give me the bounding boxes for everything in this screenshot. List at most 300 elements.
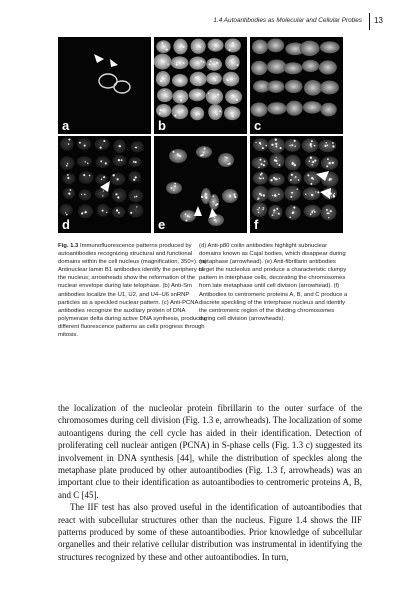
fluorescent-speckle: [327, 158, 329, 160]
fluorescent-speckle: [210, 60, 212, 62]
fluorescent-speckle: [118, 159, 120, 161]
fluorescent-speckle: [166, 96, 167, 97]
caption-label: Fig. 1.3: [58, 243, 79, 249]
cell-nucleus: [128, 189, 143, 202]
fluorescent-speckle: [298, 179, 300, 181]
fluorescent-speckle: [215, 80, 217, 82]
fluorescent-speckle: [326, 165, 328, 167]
fluorescent-speckle: [205, 193, 207, 195]
fluorescent-speckle: [180, 46, 181, 47]
fluorescent-speckle: [270, 179, 272, 181]
cell-nucleus: [268, 205, 282, 220]
fluorescent-speckle: [134, 196, 135, 197]
fluorescent-speckle: [115, 193, 117, 195]
fluorescent-speckle: [262, 209, 263, 210]
cell-nucleus: [286, 101, 303, 116]
fluorescent-speckle: [197, 76, 199, 78]
fluorescent-speckle: [310, 157, 312, 159]
fluorescent-speckle: [136, 206, 137, 207]
cell-nucleus: [288, 171, 302, 184]
fluorescent-speckle: [176, 62, 177, 63]
cell-nucleus: [225, 38, 241, 52]
cell-nucleus: [267, 38, 284, 52]
fluorescent-speckle: [121, 159, 123, 161]
fluorescent-speckle: [67, 174, 69, 176]
fluorescent-speckle: [171, 187, 173, 189]
panel-a-image: [58, 37, 151, 134]
cell-nucleus: [304, 80, 322, 96]
fluorescent-speckle: [187, 215, 189, 217]
fluorescent-speckle: [85, 161, 86, 162]
fluorescent-speckle: [79, 142, 81, 144]
fluorescent-speckle: [203, 152, 204, 153]
fluorescent-speckle: [261, 173, 263, 175]
fluorescent-speckle: [333, 195, 335, 197]
cell-nucleus: [169, 149, 187, 163]
fluorescent-speckle: [230, 59, 232, 61]
fluorescent-speckle: [278, 164, 280, 166]
fluorescent-speckle: [213, 48, 214, 49]
micrograph-image: [250, 136, 343, 233]
fluorescent-speckle: [314, 145, 316, 147]
fluorescent-speckle: [68, 143, 70, 145]
fluorescent-speckle: [293, 163, 295, 165]
fluorescent-speckle: [258, 212, 260, 214]
fluorescent-speckle: [66, 165, 68, 167]
fluorescent-speckle: [135, 176, 137, 178]
fluorescent-speckle: [258, 207, 260, 209]
fluorescent-speckle: [178, 96, 180, 98]
fluorescent-speckle: [101, 179, 102, 180]
fluorescent-speckle: [257, 209, 258, 210]
fluorescent-speckle: [275, 160, 277, 162]
fluorescent-speckle: [133, 179, 135, 181]
panel-b-image: [154, 37, 247, 134]
fluorescent-speckle: [276, 208, 278, 210]
fluorescent-speckle: [273, 177, 275, 179]
fluorescent-speckle: [214, 111, 216, 113]
cell-nucleus: [300, 41, 320, 56]
fluorescent-speckle: [213, 195, 215, 197]
fluorescent-speckle: [198, 93, 200, 95]
fluorescent-speckle: [310, 183, 312, 185]
body-text: [58, 402, 362, 563]
fluorescent-speckle: [196, 114, 197, 115]
fluorescent-speckle: [293, 206, 295, 208]
micrograph-image: [58, 136, 151, 233]
fluorescent-speckle: [310, 213, 312, 215]
cell-nucleus: [320, 80, 339, 94]
fluorescent-speckle: [117, 178, 119, 180]
fluorescent-speckle: [68, 138, 70, 140]
fluorescent-speckle: [89, 175, 91, 177]
fluorescent-speckle: [295, 176, 297, 178]
fluorescent-speckle: [116, 209, 118, 211]
fluorescent-speckle: [172, 151, 174, 153]
fluorescent-speckle: [262, 147, 264, 149]
fluorescent-speckle: [313, 178, 314, 179]
fluorescent-speckle: [255, 142, 256, 143]
fluorescent-speckle: [258, 167, 259, 168]
fluorescent-speckle: [230, 45, 231, 46]
fluorescent-speckle: [217, 94, 219, 96]
fluorescent-speckle: [212, 97, 213, 98]
fluorescent-speckle: [209, 63, 211, 65]
cell-nucleus: [77, 138, 91, 150]
fluorescent-speckle: [216, 203, 218, 205]
fluorescent-speckle: [226, 157, 228, 159]
fluorescent-speckle: [231, 113, 232, 114]
fluorescent-speckle: [329, 162, 331, 164]
fluorescent-speckle: [232, 115, 234, 117]
page-number: 13: [374, 16, 383, 25]
figure-1-3: [58, 37, 344, 232]
panel-label: f: [254, 217, 259, 232]
fluorescent-speckle: [230, 78, 232, 80]
fluorescent-speckle: [311, 212, 313, 214]
fluorescent-speckle: [174, 183, 176, 185]
micrograph-image: [58, 37, 151, 134]
body-paragraph: the localization of the nucleolar protein fibrillarin to the outer surface of the chromosomes during cell division (Fig. 1.3 e, arrowheads). The localization of some autoantigens during the cell cycle has aided in their identification. Detection of proliferating cell nuclear antigen (PCNA) in S-phase cells (Fig. 1.3 c) suggested its involvement in DNA synthesis [44], while the distribution of speckles along the metaphase plate produced by other autoantibodies (Fig. 1.3 f, arrowheads) was an important clue to their identification as autoantibodies to centromeric proteins A, B, and C [45].: [58, 403, 363, 500]
fluorescent-speckle: [332, 162, 334, 164]
fluorescent-speckle: [87, 163, 88, 164]
cell-nucleus: [94, 138, 109, 150]
fluorescent-speckle: [84, 145, 86, 147]
fluorescent-speckle: [314, 160, 316, 162]
cell-nucleus: [60, 156, 75, 169]
fluorescent-speckle: [160, 109, 162, 111]
cell-nucleus: [206, 72, 222, 84]
cell-nucleus: [189, 56, 206, 69]
fluorescent-speckle: [174, 115, 176, 117]
fluorescent-speckle: [199, 82, 200, 83]
cell-nucleus: [252, 157, 268, 169]
fluorescent-speckle: [232, 59, 234, 61]
fluorescent-speckle: [66, 214, 68, 216]
fluorescent-speckle: [162, 77, 164, 79]
cell-nucleus: [225, 90, 242, 105]
fluorescent-speckle: [328, 217, 329, 218]
fluorescent-speckle: [106, 212, 107, 213]
fluorescent-speckle: [216, 62, 218, 64]
fluorescent-speckle: [278, 193, 280, 195]
fluorescent-speckle: [136, 147, 137, 148]
fluorescent-speckle: [208, 93, 210, 95]
fluorescent-speckle: [260, 194, 262, 196]
caption-text-left: Immunofluorescence patterns produced by autoantibodies recognizing structural and functional domains within the cell nucleus (magnification, 350×). (a) Antinuclear lamin B1 antibodies identify the periphery of the nucleus; arrowheads show the reformation of the nuclear envelope during late telophase. (b) Anti-Sm antibodies localize the U1, U2, and U4–U6 snRNP particles as a speckled nuclear pattern. (c) Anti-PCNA antibodies recognize the auxiliary protein of DNA polymerase delta during active DNA synthesis, producing different fluorescence patterns as cells progress through mitosis.: [58, 243, 207, 339]
fluorescent-speckle: [291, 174, 292, 175]
fluorescent-speckle: [291, 144, 292, 145]
fluorescent-speckle: [70, 189, 72, 191]
fluorescent-speckle: [278, 213, 280, 215]
fluorescent-speckle: [176, 64, 178, 66]
fluorescent-speckle: [234, 196, 236, 198]
fluorescent-speckle: [290, 196, 292, 198]
fluorescent-speckle: [229, 195, 231, 197]
fluorescent-speckle: [163, 46, 164, 47]
cell-nucleus: [320, 103, 336, 117]
fluorescent-speckle: [196, 95, 198, 97]
fluorescent-speckle: [226, 79, 228, 81]
cell-nucleus: [218, 153, 234, 167]
fluorescent-speckle: [331, 196, 332, 197]
fluorescent-speckle: [275, 139, 277, 141]
fluorescent-speckle: [317, 191, 319, 193]
fluorescent-speckle: [136, 196, 138, 198]
fluorescent-speckle: [164, 95, 165, 96]
fluorescent-speckle: [195, 77, 197, 79]
fluorescent-speckle: [216, 76, 217, 77]
fluorescent-speckle: [179, 111, 180, 112]
fluorescent-speckle: [67, 163, 68, 164]
micrograph-image: [154, 37, 247, 134]
fluorescent-speckle: [202, 154, 204, 156]
cell-nucleus: [79, 190, 91, 201]
fluorescent-speckle: [185, 219, 187, 221]
fluorescent-speckle: [179, 155, 181, 157]
fluorescent-speckle: [198, 113, 200, 115]
fluorescent-speckle: [133, 161, 135, 163]
panel-label: e: [158, 217, 166, 232]
fluorescent-speckle: [275, 143, 277, 145]
fluorescent-speckle: [159, 112, 161, 114]
fluorescent-speckle: [263, 207, 265, 209]
fluorescent-speckle: [275, 157, 276, 158]
fluorescent-speckle: [313, 209, 314, 210]
fluorescent-speckle: [307, 174, 309, 176]
cell-nucleus: [267, 60, 287, 74]
fluorescent-speckle: [310, 144, 312, 146]
fluorescent-speckle: [229, 163, 231, 165]
fluorescent-speckle: [275, 178, 277, 180]
fluorescent-speckle: [215, 219, 216, 220]
cell-nucleus: [284, 62, 303, 74]
fluorescent-speckle: [201, 196, 203, 198]
fluorescent-speckle: [102, 210, 104, 212]
cell-nucleus: [77, 156, 92, 167]
fluorescent-speckle: [117, 196, 119, 198]
fluorescent-speckle: [275, 146, 277, 148]
cell-nucleus: [156, 104, 171, 117]
cell-nucleus: [131, 141, 144, 152]
fluorescent-speckle: [164, 90, 165, 91]
fluorescent-speckle: [275, 195, 277, 197]
fluorescent-speckle: [279, 178, 280, 179]
cell-nucleus: [166, 182, 182, 194]
cell-nucleus: [267, 102, 286, 114]
fluorescent-speckle: [311, 210, 313, 212]
fluorescent-speckle: [201, 60, 203, 62]
fluorescent-speckle: [227, 164, 229, 166]
fluorescent-speckle: [330, 210, 332, 212]
fluorescent-speckle: [291, 192, 292, 193]
fluorescent-speckle: [181, 109, 183, 111]
fluorescent-speckle: [297, 189, 298, 190]
panel-label: a: [62, 118, 70, 133]
cell-nucleus: [79, 171, 94, 184]
panel-label: d: [62, 217, 70, 232]
cell-nucleus: [302, 60, 319, 72]
fluorescent-speckle: [160, 59, 162, 61]
fluorescent-speckle: [165, 75, 166, 76]
micrograph-image: [250, 37, 343, 134]
arrowhead-icon: [194, 206, 202, 216]
fluorescent-speckle: [259, 159, 261, 161]
fluorescent-speckle: [229, 49, 231, 51]
fluorescent-speckle: [167, 64, 168, 65]
fluorescent-speckle: [118, 212, 120, 214]
fluorescent-speckle: [217, 46, 218, 47]
cell-nucleus: [285, 80, 303, 93]
fluorescent-speckle: [173, 189, 174, 190]
fluorescent-speckle: [180, 99, 182, 101]
cell-nucleus: [96, 156, 110, 167]
fluorescent-speckle: [266, 145, 267, 146]
fluorescent-speckle: [135, 161, 137, 163]
figure-caption-right: [199, 242, 349, 323]
fluorescent-speckle: [81, 212, 83, 214]
fluorescent-speckle: [185, 213, 187, 215]
fluorescent-speckle: [315, 191, 316, 192]
fluorescent-speckle: [83, 174, 85, 176]
fluorescent-speckle: [273, 209, 275, 211]
fluorescent-speckle: [119, 145, 121, 147]
panel-c-image: [250, 37, 343, 134]
fluorescent-speckle: [67, 177, 69, 179]
cell-nucleus: [320, 41, 340, 53]
fluorescent-speckle: [166, 48, 168, 50]
fluorescent-speckle: [65, 212, 66, 213]
cell-nucleus: [225, 55, 240, 70]
fluorescent-speckle: [310, 146, 311, 147]
fluorescent-speckle: [199, 46, 200, 47]
running-header: [0, 16, 419, 30]
fluorescent-speckle: [272, 195, 273, 196]
fluorescent-speckle: [334, 193, 335, 194]
fluorescent-speckle: [260, 163, 262, 165]
fluorescent-speckle: [130, 212, 132, 214]
fluorescent-speckle: [277, 163, 278, 164]
fluorescent-speckle: [332, 145, 334, 147]
fluorescent-speckle: [271, 144, 273, 146]
fluorescent-speckle: [103, 140, 105, 142]
fluorescent-speckle: [189, 216, 191, 218]
fluorescent-speckle: [179, 80, 181, 82]
fluorescent-speckle: [309, 161, 310, 162]
cell-nucleus: [319, 60, 337, 74]
fluorescent-speckle: [236, 99, 238, 101]
fluorescent-speckle: [215, 44, 217, 46]
fluorescent-speckle: [257, 198, 258, 199]
fluorescent-speckle: [68, 193, 70, 195]
fluorescent-speckle: [224, 156, 225, 157]
fluorescent-speckle: [328, 212, 330, 214]
fluorescent-speckle: [292, 211, 294, 213]
fluorescent-speckle: [200, 155, 202, 157]
fluorescent-speckle: [326, 209, 328, 211]
fluorescent-speckle: [103, 190, 104, 191]
fluorescent-speckle: [262, 177, 264, 179]
fluorescent-speckle: [81, 194, 82, 195]
fluorescent-speckle: [326, 142, 327, 143]
fluorescent-speckle: [314, 211, 316, 213]
fluorescent-speckle: [312, 161, 314, 163]
fluorescent-speckle: [197, 92, 198, 93]
cell-nucleus: [60, 138, 74, 151]
fluorescent-speckle: [102, 195, 103, 196]
fluorescent-speckle: [84, 194, 85, 195]
fluorescent-speckle: [273, 212, 274, 213]
panel-e-image: [154, 136, 247, 233]
panel-d-image: [58, 136, 151, 233]
fluorescent-speckle: [264, 161, 266, 163]
fluorescent-speckle: [105, 162, 107, 164]
fluorescent-speckle: [233, 193, 235, 195]
running-title: 1.4 Autoantibodies as Molecular and Cellular Probes: [213, 17, 362, 24]
fluorescent-speckle: [231, 95, 233, 97]
fluorescent-speckle: [232, 42, 234, 44]
arrowhead-icon: [94, 54, 104, 63]
fluorescent-speckle: [237, 64, 239, 66]
cell-nucleus: [206, 58, 222, 71]
fluorescent-speckle: [214, 217, 215, 218]
fluorescent-speckle: [182, 46, 184, 48]
panel-label: b: [158, 118, 166, 133]
cell-nucleus: [252, 40, 268, 54]
fluorescent-speckle: [324, 145, 326, 147]
fluorescent-speckle: [216, 114, 218, 116]
cell-nucleus: [171, 56, 189, 69]
fluorescent-speckle: [203, 61, 205, 63]
fluorescent-speckle: [100, 147, 102, 149]
cell-nucleus: [252, 202, 267, 217]
cell-nucleus: [112, 188, 127, 202]
arrowhead-icon: [110, 59, 118, 67]
fluorescent-speckle: [174, 185, 176, 187]
panel-label: c: [254, 118, 262, 133]
fluorescent-speckle: [263, 194, 265, 196]
fluorescent-speckle: [327, 213, 329, 215]
fluorescent-speckle: [312, 164, 313, 165]
cell-nucleus: [190, 72, 207, 87]
fluorescent-speckle: [332, 142, 334, 144]
fluorescent-speckle: [294, 140, 296, 142]
fluorescent-speckle: [212, 201, 213, 202]
fluorescent-speckle: [289, 217, 291, 219]
cell-nucleus: [114, 81, 130, 93]
fluorescent-speckle: [259, 142, 261, 144]
cell-nucleus: [154, 54, 171, 70]
cell-nucleus: [251, 61, 267, 76]
body-paragraph: The IIF test has also proved useful in the identification of autoantibodies that react with subcellular structures other than the nucleus. Figure 1.4 shows the IIF patterns produced by some of these autoantibodies. Prior knowledge of subcellular organelles and their relative cellular distribution was instrumental in identifying the structures recognized by these and other autoantibodies. In turn,: [58, 502, 362, 562]
header-divider: [369, 13, 370, 30]
fluorescent-speckle: [289, 145, 290, 146]
fluorescent-speckle: [103, 176, 105, 178]
fluorescent-speckle: [163, 61, 165, 63]
fluorescent-speckle: [161, 42, 163, 44]
panel-f-image: [250, 136, 343, 233]
fluorescent-speckle: [204, 147, 206, 149]
fluorescent-speckle: [100, 160, 102, 162]
fluorescent-speckle: [272, 214, 274, 216]
cell-nucleus: [224, 106, 240, 120]
fluorescent-speckle: [219, 110, 221, 112]
fluorescent-speckle: [84, 211, 86, 213]
fluorescent-speckle: [311, 194, 313, 196]
micrograph-image: [154, 136, 247, 233]
fluorescent-speckle: [294, 146, 295, 147]
fluorescent-speckle: [204, 196, 206, 198]
